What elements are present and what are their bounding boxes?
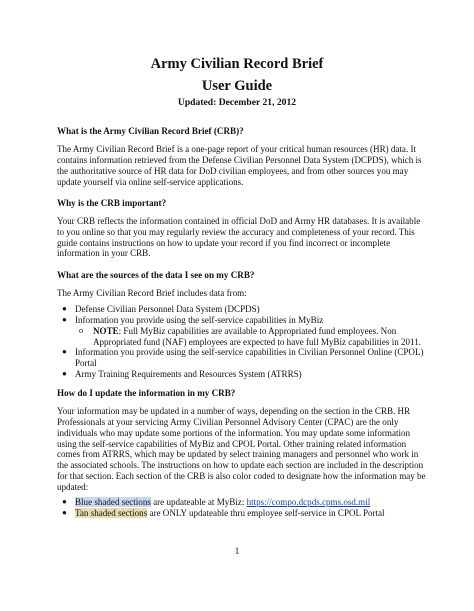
bullet-icon: ● (62, 507, 67, 517)
list-item: ● Army Training Requirements and Resources System (ATRRS) (62, 369, 302, 380)
bullet-icon: ● (62, 304, 67, 314)
section-intro-sources: The Army Civilian Record Brief includes data from: (57, 287, 247, 298)
section-body-update: Your information may be updated in a number of ways, depending on the section in the CRB. HR Professionals at your servicing Army Civilian Personnel Advisory Center (CPAC) are the only individuals who may update some portions of the information. You may update some information using the self-service capabilities of MyBiz and CPOL Portal. Other training related information comes from ATRRS, which may be updated by select training managers and personnel who work in the associated schools. The instructions on how to update each section are included in the description for that section. Each section of the CRB is also color coded to designate how the information may be updated: (57, 406, 426, 492)
note-label: NOTE (93, 325, 119, 336)
section-heading-sources: What are the sources of the data I see on my CRB? (57, 269, 255, 280)
bullet-icon: ● (62, 496, 67, 506)
tan-shaded-label: Tan shaded sections (75, 507, 148, 518)
list-item: ● Information you provide using the self-service capabilities in Civilian Personnel Online (CPOL) Portal (62, 347, 424, 369)
mybiz-link[interactable]: https://compo.dcpds.cpms.osd.mil (246, 496, 371, 507)
bullet-icon: ● (62, 314, 67, 324)
section-heading-why: Why is the CRB important? (57, 197, 167, 208)
section-heading-update: How do I update the information in my CRB? (57, 388, 236, 398)
sources-sub-list (75, 326, 426, 348)
sources-list (57, 304, 426, 380)
color-code-list (57, 497, 426, 519)
updated-date: Updated: December 21, 2012 (177, 97, 297, 108)
sub-bullet-icon: o (79, 325, 83, 335)
bullet-icon: ● (62, 347, 67, 357)
note-text: : Full MyBiz capabilities are available to Appropriated fund employees. Non Appropriated fund (NAF) employees are expected to have full MyBiz capabilities in 2011. (93, 325, 422, 347)
page-title: Army Civilian Record Brief (150, 56, 324, 72)
list-item: ● Information you provide using the self-service capabilities in MyBiz o NOTE: Full MyBiz capabilities are available to Appropriated fund employees. Non Appropriated fund (NAF) employees are expected to have full MyBiz capabilities in 2011. (57, 315, 426, 348)
section-heading-what: What is the Army Civilian Record Brief (CRB)? (57, 126, 244, 136)
section-body-why: Your CRB reflects the information contained in official DoD and Army HR databases. It is available to you online so that you may regularly review the accuracy and completeness of your record. This guide contains instructions on how to update your record if you find incorrect or incomplete information in your CRB. (57, 215, 421, 259)
section-body-what: The Army Civilian Record Brief is a one-page report of your critical human resources (HR) data. It contains information retrieved from the Defense Civilian Personnel Data System (DCPDS), which is the authoritative source of HR data for DoD civilian employees, and from other sources you may update yourself via online self-service applications. (57, 144, 422, 187)
sub-list-item (75, 326, 426, 348)
blue-shaded-label: Blue shaded sections (75, 496, 151, 507)
list-item: ● Blue shaded sections are updateable at MyBiz: https://compo.dcpds.cpms.osd.mil (62, 496, 371, 507)
page-subtitle: User Guide (201, 78, 273, 94)
bullet-icon: ● (62, 369, 67, 379)
list-item: ● Defense Civilian Personnel Data System (DCPDS) (62, 304, 260, 315)
page-number: 1 (234, 546, 240, 556)
list-item: ● Tan shaded sections are ONLY updateable thru employee self-service in CPOL Portal (62, 507, 385, 518)
document-body (57, 126, 426, 526)
